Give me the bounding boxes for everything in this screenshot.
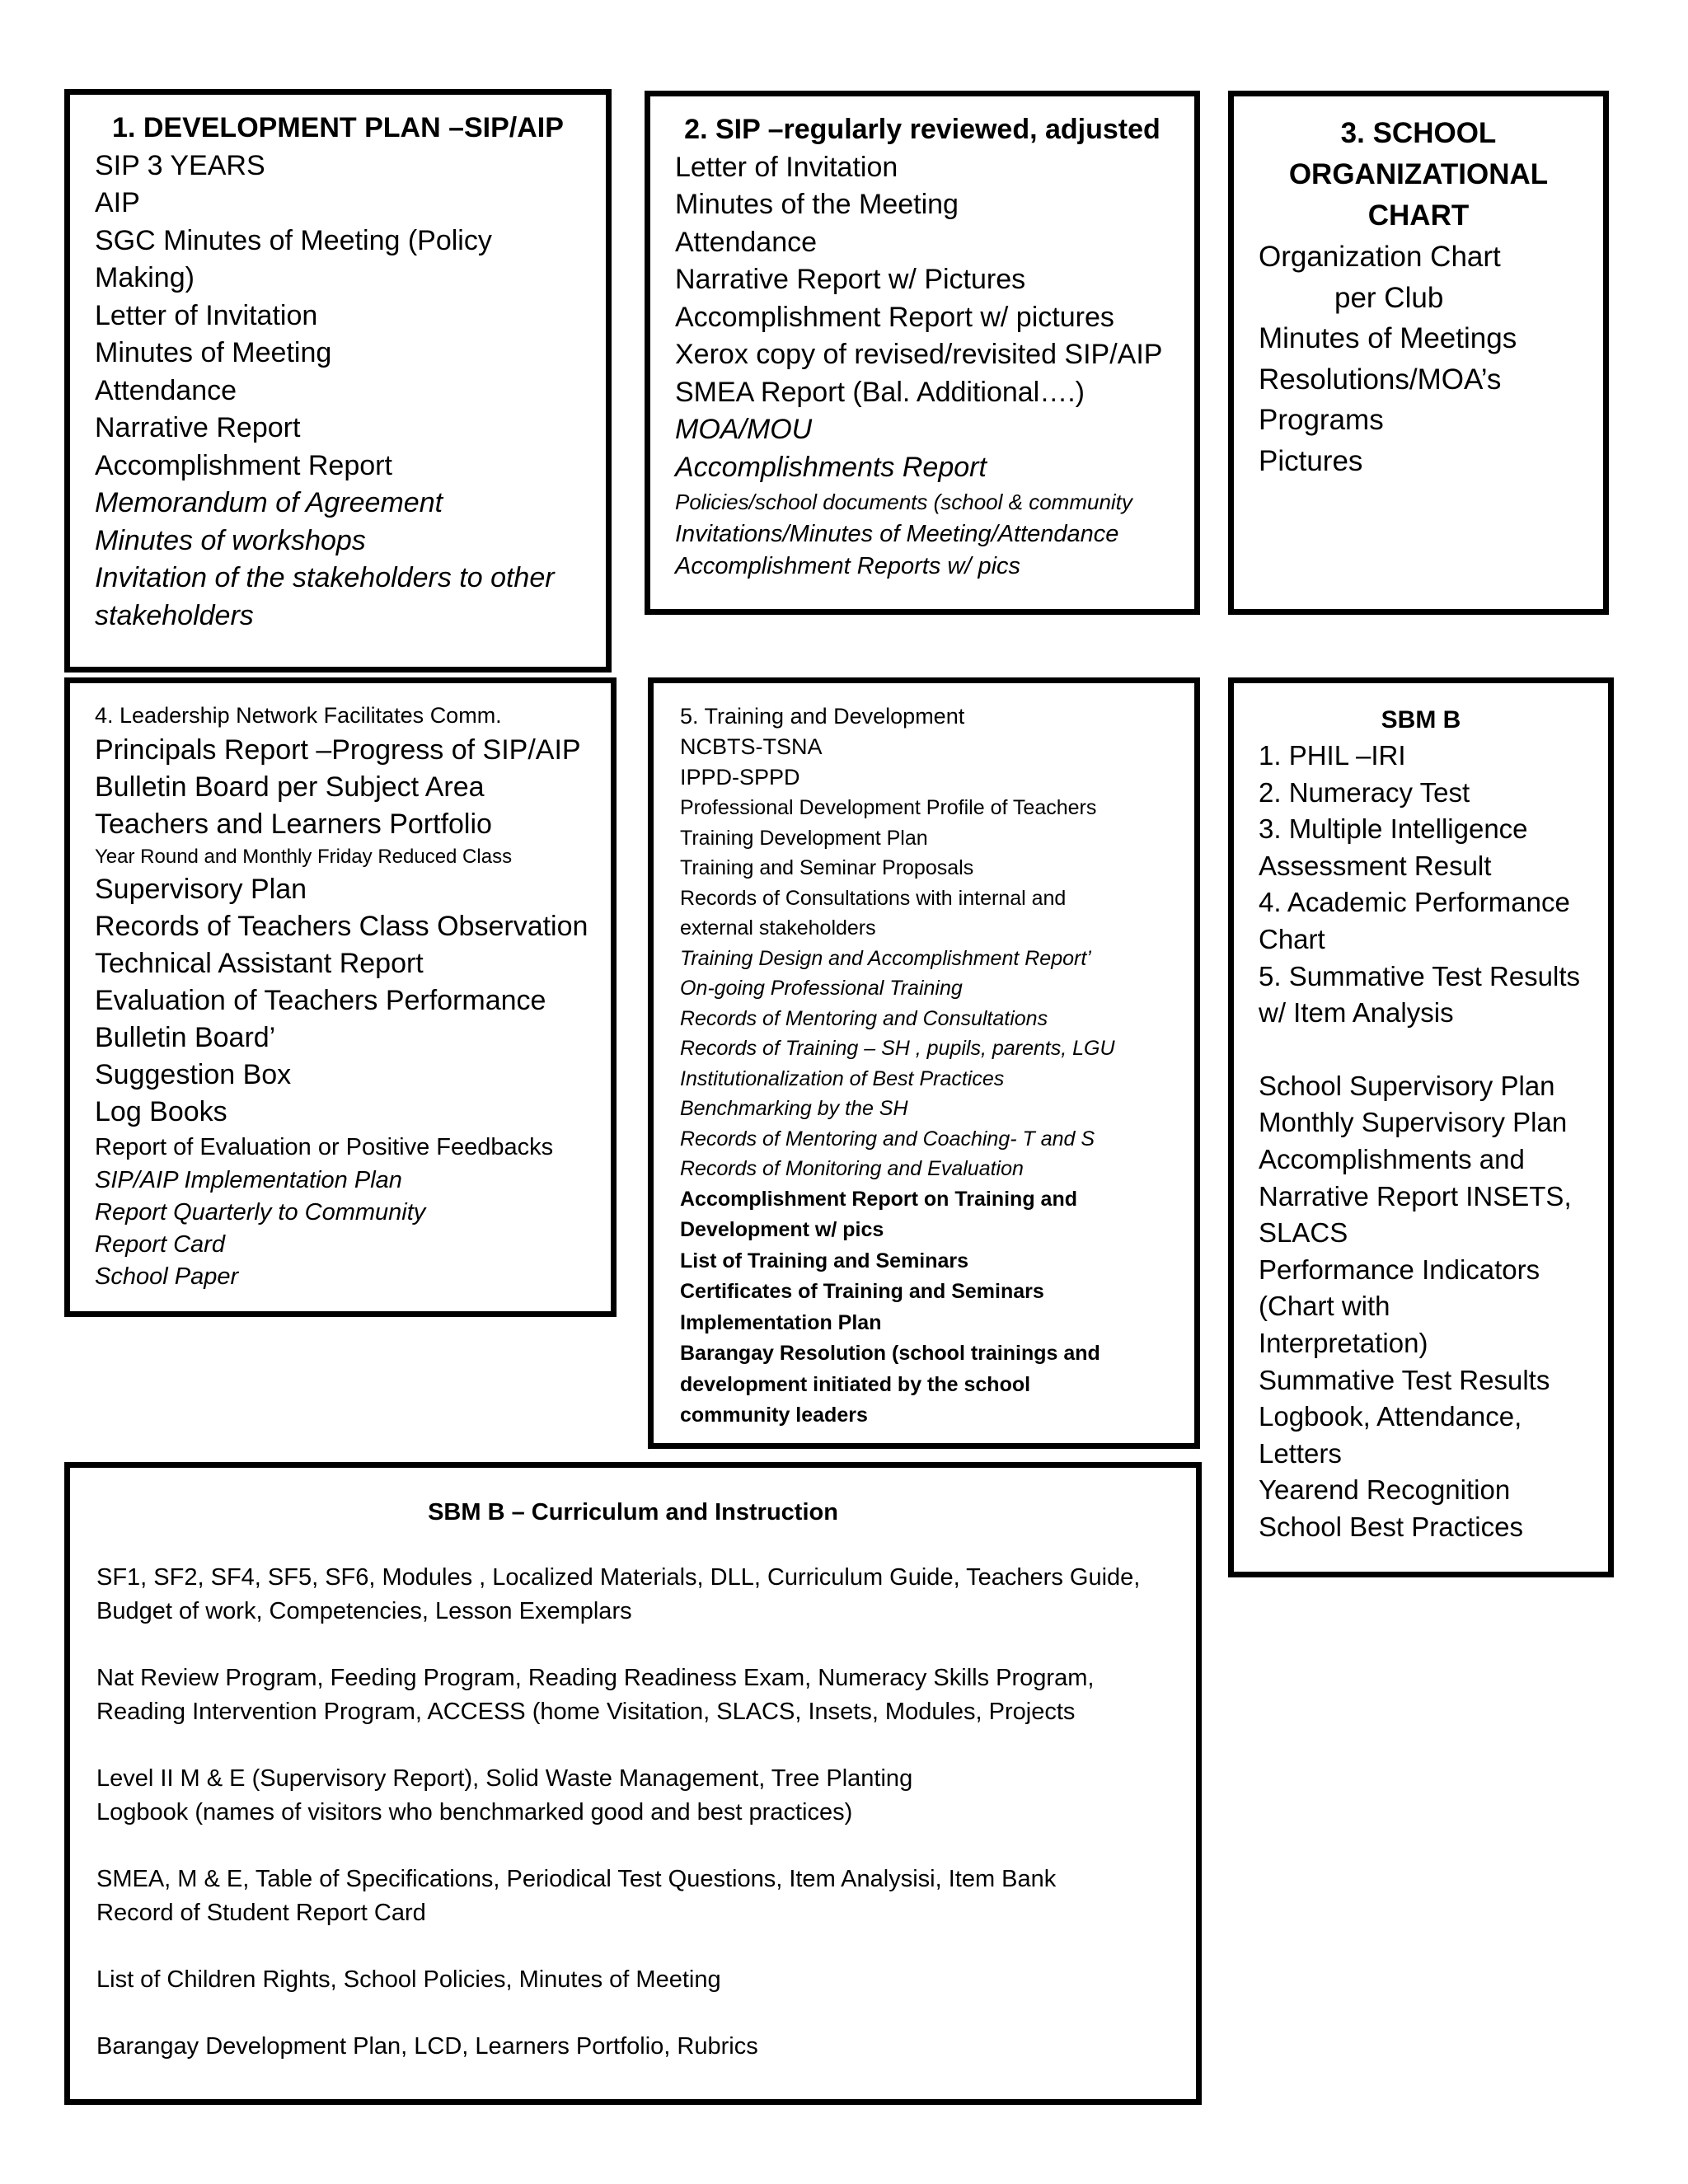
list-item: Accomplishment Report xyxy=(95,449,392,481)
list-item: community leaders xyxy=(680,1404,868,1427)
paragraph-line: Reading Intervention Program, ACCESS (home Visitation, SLACS, Insets, Modules, Projects xyxy=(96,1699,1076,1725)
list-item: Records of Consultations with internal and xyxy=(680,886,1067,910)
list-item: Letters xyxy=(1259,1437,1342,1469)
list-item: Benchmarking by the SH xyxy=(680,1097,908,1120)
list-item: Memorandum of Agreement xyxy=(95,487,443,518)
organizational-chart-box xyxy=(1228,91,1609,615)
list-item: Accomplishment Report w/ pictures xyxy=(675,301,1114,333)
list-item: Accomplishment Report on Training and xyxy=(680,1187,1077,1211)
list-item: Log Books xyxy=(95,1096,227,1127)
list-item: Report Quarterly to Community xyxy=(95,1199,426,1226)
list-item: SIP 3 YEARS xyxy=(95,149,265,181)
spacer xyxy=(1259,1032,1583,1068)
list-item: Report of Evaluation or Positive Feedbacks xyxy=(95,1134,554,1160)
list-item: School Best Practices xyxy=(1259,1511,1523,1542)
list-item: Technical Assistant Report xyxy=(95,948,424,979)
development-plan-box xyxy=(64,89,612,673)
list-item: Interpretation) xyxy=(1259,1327,1428,1358)
list-item: List of Training and Seminars xyxy=(680,1249,969,1272)
paragraph xyxy=(96,1863,1170,1930)
list-item: Narrative Report w/ Pictures xyxy=(675,264,1026,295)
list-item: Teachers and Learners Portfolio xyxy=(95,808,492,840)
list-item: 5. Summative Test Results xyxy=(1259,960,1581,991)
list-item: Assessment Result xyxy=(1259,850,1492,881)
list-item: NCBTS-TSNA xyxy=(680,734,823,759)
list-item: Training Design and Accomplishment Report’ xyxy=(680,946,1091,970)
list-item: IPPD-SPPD xyxy=(680,765,800,790)
leadership-network-box xyxy=(64,677,617,1317)
list-item: (Chart with xyxy=(1259,1291,1390,1322)
list-item: SMEA Report (Bal. Additional….) xyxy=(675,376,1085,408)
paragraph-line: Logbook (names of visitors who benchmarked good and best practices) xyxy=(96,1799,853,1825)
list-item: School Supervisory Plan xyxy=(1259,1070,1555,1101)
list-item: Resolutions/MOA’s xyxy=(1259,363,1502,396)
list-item: AIP xyxy=(95,187,140,218)
list-item: MOA/MOU xyxy=(675,414,813,445)
list-item: Professional Development Profile of Teachers xyxy=(680,796,1097,819)
paragraph-line: SF1, SF2, SF4, SF5, SF6, Modules , Localized Materials, DLL, Curriculum Guide, Teachers Guide, xyxy=(96,1564,1141,1591)
list-item: Evaluation of Teachers Performance xyxy=(95,985,546,1016)
list-item: Logbook, Attendance, xyxy=(1259,1401,1522,1432)
list-item: SIP/AIP Implementation Plan xyxy=(95,1167,402,1193)
training-development-heading: 5. Training and Development xyxy=(680,704,965,729)
paragraph xyxy=(96,1561,1170,1629)
list-item: development initiated by the school xyxy=(680,1372,1031,1396)
list-item: Institutionalization of Best Practices xyxy=(680,1066,1005,1090)
list-item: Minutes of workshops xyxy=(95,524,366,556)
list-item: Minutes of Meeting xyxy=(95,337,332,368)
list-item: Yearend Recognition xyxy=(1259,1474,1511,1506)
list-item: 4. Academic Performance xyxy=(1259,887,1570,918)
list-item: Attendance xyxy=(675,226,818,258)
training-development-box xyxy=(648,677,1200,1449)
paragraph xyxy=(96,1762,1170,1830)
list-item: Invitation of the stakeholders to other stakeholders xyxy=(95,562,555,631)
list-item: Narrative Report xyxy=(95,412,301,443)
list-item: Bulletin Board’ xyxy=(95,1022,276,1053)
org-chart-title: ORGANIZATIONAL xyxy=(1288,158,1549,190)
list-item: Minutes of the Meeting xyxy=(675,189,959,220)
list-item: 3. Multiple Intelligence xyxy=(1259,813,1528,845)
paragraph xyxy=(96,1963,1170,1997)
list-item: Accomplishment Reports w/ pics xyxy=(675,553,1021,579)
list-item: Principals Report –Progress of SIP/AIP xyxy=(95,734,581,766)
list-item: Summative Test Results xyxy=(1259,1364,1550,1395)
org-chart-title: CHART xyxy=(1367,199,1470,232)
paragraph-line: List of Children Rights, School Policies, Minutes of Meeting xyxy=(96,1966,721,1993)
list-item: Accomplishments Report xyxy=(675,451,987,483)
org-chart-title: 3. SCHOOL xyxy=(1340,117,1497,149)
list-item: external stakeholders xyxy=(680,916,876,940)
list-item: Records of Mentoring and Coaching- T and S xyxy=(680,1127,1095,1151)
paragraph-line: Budget of work, Competencies, Lesson Exemplars xyxy=(96,1598,632,1624)
list-item: per Club xyxy=(1334,281,1444,314)
list-item: Supervisory Plan xyxy=(95,874,307,905)
sbm-b-title: SBM B xyxy=(1381,706,1461,733)
list-item: Attendance xyxy=(95,374,237,406)
curriculum-instruction-box xyxy=(64,1462,1202,2105)
list-item: SLACS xyxy=(1259,1217,1348,1249)
list-item: Letter of Invitation xyxy=(95,299,318,331)
list-item: Minutes of Meetings xyxy=(1259,322,1517,354)
list-item: Programs xyxy=(1259,404,1384,436)
list-item: Making) xyxy=(95,262,195,293)
list-item: School Paper xyxy=(95,1263,239,1290)
list-item: SGC Minutes of Meeting (Policy xyxy=(95,224,492,256)
curriculum-instruction-title: SBM B – Curriculum and Instruction xyxy=(428,1499,838,1526)
list-item: Policies/school documents (school & community xyxy=(675,490,1132,514)
paragraph-line: Record of Student Report Card xyxy=(96,1900,426,1926)
list-item: Organization Chart xyxy=(1259,241,1501,273)
list-item: 1. PHIL –IRI xyxy=(1259,740,1406,771)
list-item: Narrative Report INSETS, xyxy=(1259,1180,1572,1212)
list-item: Development w/ pics xyxy=(680,1218,884,1241)
list-item: Accomplishments and xyxy=(1259,1143,1525,1174)
list-item: Records of Monitoring and Evaluation xyxy=(680,1157,1024,1180)
list-item: Pictures xyxy=(1259,444,1363,477)
paragraph xyxy=(96,1661,1170,1729)
development-plan-title: 1. DEVELOPMENT PLAN –SIP/AIP xyxy=(112,112,564,143)
list-item: Letter of Invitation xyxy=(675,151,898,183)
list-item: Training Development Plan xyxy=(680,826,928,850)
list-item: Report Card xyxy=(95,1231,225,1258)
paragraph xyxy=(96,2030,1170,2064)
list-item: Invitations/Minutes of Meeting/Attendance xyxy=(675,521,1119,547)
list-item: Performance Indicators xyxy=(1259,1254,1540,1285)
list-item: Records of Training – SH , pupils, parents, LGU xyxy=(680,1037,1115,1060)
list-item: 2. Numeracy Test xyxy=(1259,776,1470,808)
sip-review-title: 2. SIP –regularly reviewed, adjusted xyxy=(684,114,1160,145)
list-item: Suggestion Box xyxy=(95,1059,292,1090)
list-item: Barangay Resolution (school trainings and xyxy=(680,1342,1100,1365)
sip-review-box xyxy=(645,91,1200,615)
list-item: Year Round and Monthly Friday Reduced Class xyxy=(95,846,513,868)
list-item: On-going Professional Training xyxy=(680,977,963,1000)
list-item: Implementation Plan xyxy=(680,1310,882,1334)
paragraph-line: Nat Review Program, Feeding Program, Reading Readiness Exam, Numeracy Skills Program, xyxy=(96,1665,1095,1691)
list-item: Certificates of Training and Seminars xyxy=(680,1280,1044,1303)
paragraph-line: Level II M & E (Supervisory Report), Solid Waste Management, Tree Planting xyxy=(96,1765,913,1792)
list-item: Training and Seminar Proposals xyxy=(680,856,974,879)
list-item: w/ Item Analysis xyxy=(1259,997,1454,1029)
list-item: Monthly Supervisory Plan xyxy=(1259,1107,1568,1138)
list-item: Chart xyxy=(1259,923,1325,954)
list-item: Records of Teachers Class Observation xyxy=(95,911,588,942)
sbm-b-box xyxy=(1228,677,1614,1577)
list-item: Records of Mentoring and Consultations xyxy=(680,1006,1048,1030)
paragraph-line: Barangay Development Plan, LCD, Learners Portfolio, Rubrics xyxy=(96,2033,758,2060)
paragraph-line: SMEA, M & E, Table of Specifications, Periodical Test Questions, Item Analysisi, Item Bank xyxy=(96,1866,1057,1892)
leadership-network-heading: 4. Leadership Network Facilitates Comm. xyxy=(95,703,502,728)
list-item: Xerox copy of revised/revisited SIP/AIP xyxy=(675,339,1163,370)
list-item: Bulletin Board per Subject Area xyxy=(95,771,485,803)
